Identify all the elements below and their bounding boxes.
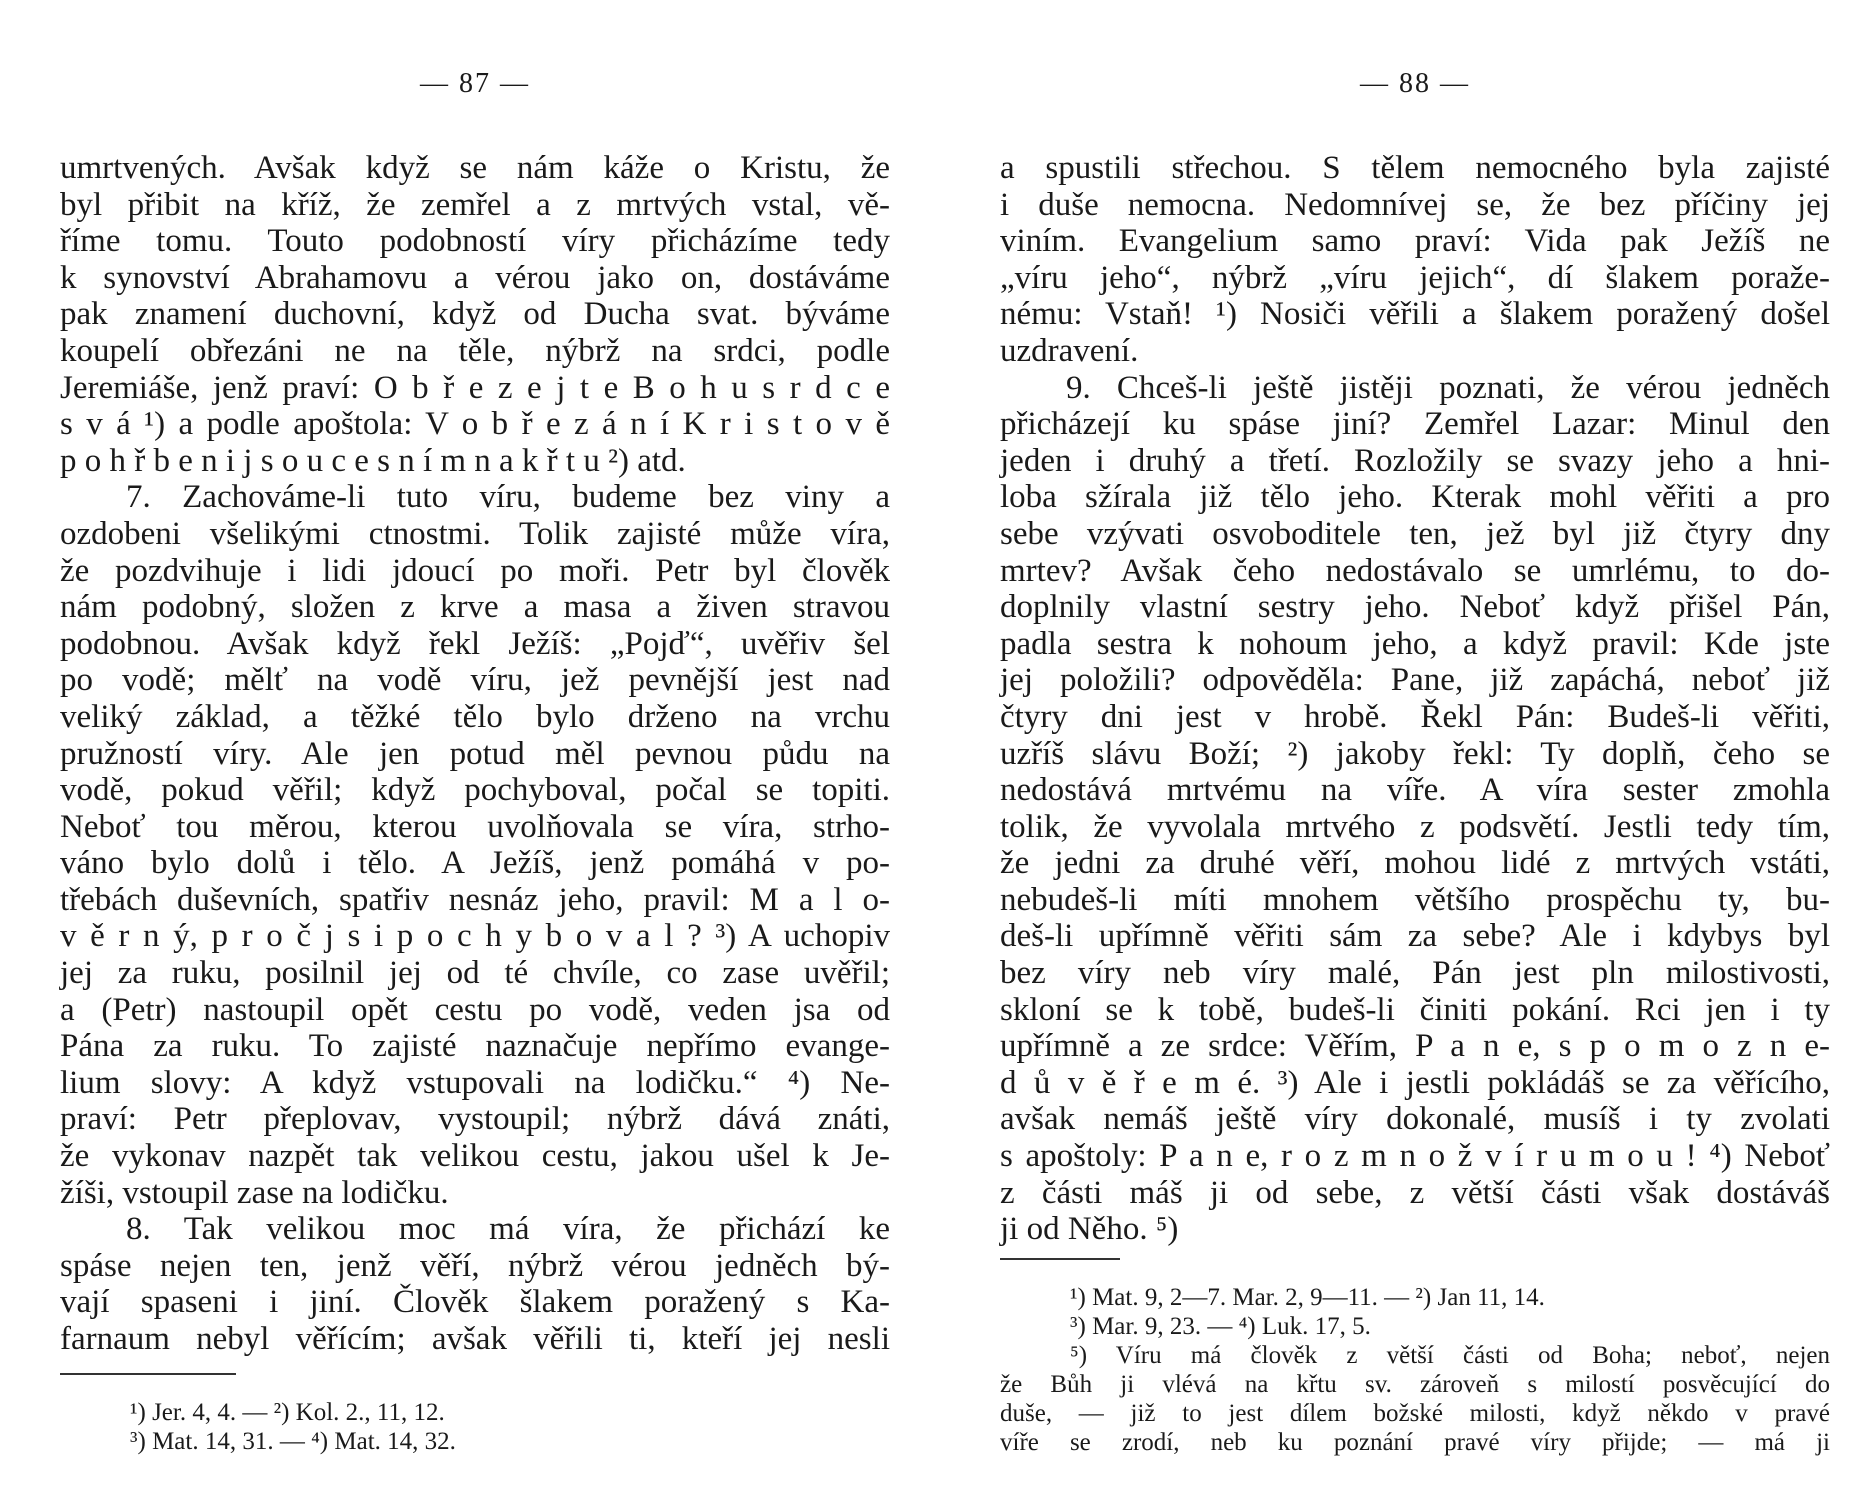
text-line: nedostává mrtvému na víře. A víra sester zmohla — [1000, 772, 1830, 809]
text-line: že vykonav nazpět tak velikou cestu, jakou ušel k Je- — [60, 1138, 890, 1175]
text-line: s v á ¹) a podle apoštola: V o b ř e z á n í K r i s t o v ě — [60, 406, 890, 443]
text-line: „víru jeho“, nýbrž „víru jejich“, dí šlakem poraže- — [1000, 259, 1830, 296]
footnotes — [60, 1398, 890, 1456]
text-line: s apoštoly: P a n e, r o z m n o ž v í r u m o u ! ⁴) Neboť — [1000, 1138, 1830, 1175]
text-line: d ů v ě ř e m é. ³) Ale i jestli pokládáš se za věřícího, — [1000, 1064, 1830, 1101]
paragraph-start: 7. Zachováme-li tuto víru, budeme bez viny a — [126, 479, 890, 516]
page-number: — 88 — — [1360, 68, 1470, 99]
text-line: z části máš ji od sebe, z větší části však dostáváš — [1000, 1174, 1830, 1211]
text-line: jeden i druhý a třetí. Rozložily se svazy jeho a hni- — [1000, 442, 1830, 479]
text-line: spáse nejen ten, jenž věří, nýbrž vérou jedněch bý- — [60, 1247, 890, 1284]
text-line: pak znamení duchovní, když od Ducha svat. býváme — [60, 296, 890, 333]
text-line: doplnily vlastní sestry jeho. Neboť když přišel Pán, — [1000, 589, 1830, 626]
text-line: podobnou. Avšak když řekl Ježíš: „Pojď“, uvěřiv šel — [60, 625, 890, 662]
text-line: deš-li upřímně věřiti sám za sebe? Ale i kdybys byl — [1000, 918, 1830, 955]
text-line: i duše nemocna. Nedomnívej se, že bez příčiny jej — [1000, 186, 1830, 223]
text-line: sebe vzývati osvoboditele ten, jež byl již čtyry dny — [1000, 515, 1830, 552]
text-line: byl přibit na kříž, že zemřel a z mrtvých vstal, vě- — [60, 186, 890, 223]
text-line: mrtev? Avšak čeho nedostávalo se umrlému, to do- — [1000, 552, 1830, 589]
text-line: praví: Petr přeplovav, vystoupil; nýbrž dává znáti, — [60, 1101, 890, 1138]
footnote-line: ¹) Mat. 9, 2—7. Mar. 2, 9—11. — ²) Jan 11, 14. — [1070, 1284, 1545, 1311]
text-line: skloní se k tobě, budeš-li činiti pokání. Rci jen i ty — [1000, 991, 1830, 1028]
text-line: jej položili? odpověděla: Pane, již zapáchá, neboť již — [1000, 662, 1830, 699]
text-line: nebudeš-li míti mnohem většího prospěchu ty, bu- — [1000, 881, 1830, 918]
footnote-line: víře se zrodí, neb ku poznání pravé víry přijde; — má ji — [1000, 1429, 1830, 1456]
text-line: že pozdvihuje i lidi jdoucí po moři. Petr byl člověk — [60, 552, 890, 589]
text-line: koupelí obřezáni ne na těle, nýbrž na srdci, podle — [60, 332, 890, 369]
body-text — [60, 150, 890, 1358]
text-line: a (Petr) nastoupil opět cestu po vodě, veden jsa od — [60, 991, 890, 1028]
text-line: ozdobeni všelikými ctnostmi. Tolik zajisté může víra, — [60, 515, 890, 552]
text-line: padla sestra k nohoum jeho, a když pravil: Kde jste — [1000, 625, 1830, 662]
text-line: avšak nemáš ještě víry dokonalé, musíš i ty zvolati — [1000, 1101, 1830, 1138]
footnote-line: ¹) Jer. 4, 4. — ²) Kol. 2., 11, 12. — [130, 1399, 445, 1426]
footnote-line: ⁵) Víru má člověk z větší části od Boha; neboť, nejen — [1070, 1342, 1830, 1369]
text-line: Pána za ruku. To zajisté naznačuje nepřímo evange- — [60, 1028, 890, 1065]
text-line: vodě, pokud věřil; když pochyboval, počal se topiti. — [60, 772, 890, 809]
footnote-line: duše, — již to jest dílem božské milosti, když někdo v pravé — [1000, 1400, 1830, 1427]
text-line: váno bylo dolů i tělo. A Ježíš, jenž pomáhá v po- — [60, 845, 890, 882]
text-line: veliký základ, a těžké tělo bylo drženo na vrchu — [60, 698, 890, 735]
paragraph-start: 8. Tak velikou moc má víra, že přichází ke — [126, 1211, 890, 1248]
footnote-rule — [60, 1373, 236, 1375]
text-line: upřímně a ze srdce: Věřím, P a n e, s p o m o z n e- — [1000, 1028, 1830, 1065]
text-line: lium slovy: A když vstupovali na lodičku.“ ⁴) Ne- — [60, 1064, 890, 1101]
text-line: nám podobný, složen z krve a masa a živen stravou — [60, 589, 890, 626]
text-line: p o h ř b e n i j s o u c e s n í m n a k ř t u ²) atd. — [60, 442, 686, 479]
footnotes — [1000, 1283, 1830, 1457]
body-text — [1000, 150, 1830, 1248]
text-line: ji od Něho. ⁵) — [1000, 1211, 1179, 1248]
right-page — [1000, 0, 1830, 1500]
text-line: žíši, vstoupil zase na lodičku. — [60, 1174, 449, 1211]
text-line: přicházejí ku spáse jiní? Zemřel Lazar: Minul den — [1000, 406, 1830, 443]
text-line: tolik, že vyvolala mrtvého z podsvětí. Jestli tedy tím, — [1000, 808, 1830, 845]
text-line: třebách duševních, spatřiv nesnáz jeho, pravil: M a l o- — [60, 881, 890, 918]
text-line: po vodě; mělť na vodě víru, jež pevnější jest nad — [60, 662, 890, 699]
page-number: — 87 — — [420, 68, 530, 99]
left-page — [60, 0, 890, 1500]
text-line: nému: Vstaň! ¹) Nosiči věřili a šlakem poražený došel — [1000, 296, 1830, 333]
text-line: v ě r n ý, p r o č j s i p o c h y b o v a l ? ³) A uchopiv — [60, 918, 890, 955]
footnote-line: že Bůh ji vlévá na křtu sv. zároveň s milostí posvěcující do — [1000, 1371, 1830, 1398]
text-line: k synovství Abrahamovu a vérou jako on, dostáváme — [60, 259, 890, 296]
text-line: loba sžírala již tělo jeho. Kterak mohl věřiti a pro — [1000, 479, 1830, 516]
text-line: farnaum nebyl věřícím; avšak věřili ti, kteří jej nesli — [60, 1321, 890, 1357]
footnote-line: ³) Mat. 14, 31. — ⁴) Mat. 14, 32. — [130, 1428, 456, 1455]
text-line: vají spaseni i jiní. Člověk šlakem poražený s Ka- — [60, 1284, 890, 1321]
text-line: viním. Evangelium samo praví: Vida pak Ježíš ne — [1000, 223, 1830, 260]
text-line: říme tomu. Touto podobností víry přicházíme tedy — [60, 223, 890, 260]
paragraph-start: 9. Chceš-li ještě jistěji poznati, že vérou jedněch — [1066, 369, 1830, 406]
text-line: Neboť tou měrou, kterou uvolňovala se víra, strho- — [60, 808, 890, 845]
text-line: čtyry dni jest v hrobě. Řekl Pán: Budeš-li věřiti, — [1000, 698, 1830, 735]
text-line: a spustili střechou. S tělem nemocného byla zajisté — [1000, 150, 1830, 186]
footnote-line: ³) Mar. 9, 23. — ⁴) Luk. 17, 5. — [1070, 1313, 1371, 1340]
text-line: Jeremiáše, jenž praví: O b ř e z e j t e B o h u s r d c e — [60, 369, 890, 406]
text-line: uzříš slávu Boží; ²) jakoby řekl: Ty doplň, čeho se — [1000, 735, 1830, 772]
text-line: umrtvených. Avšak když se nám káže o Kristu, že — [60, 150, 890, 186]
text-line: jej za ruku, posilnil jej od té chvíle, co zase uvěřil; — [60, 955, 890, 992]
text-line: pružností víry. Ale jen potud měl pevnou půdu na — [60, 735, 890, 772]
text-line: že jedni za druhé věří, mohou lidé z mrtvých vstáti, — [1000, 845, 1830, 882]
text-line: bez víry neb víry malé, Pán jest pln milostivosti, — [1000, 955, 1830, 992]
text-line: uzdravení. — [1000, 332, 1139, 369]
footnote-rule — [1000, 1258, 1120, 1260]
